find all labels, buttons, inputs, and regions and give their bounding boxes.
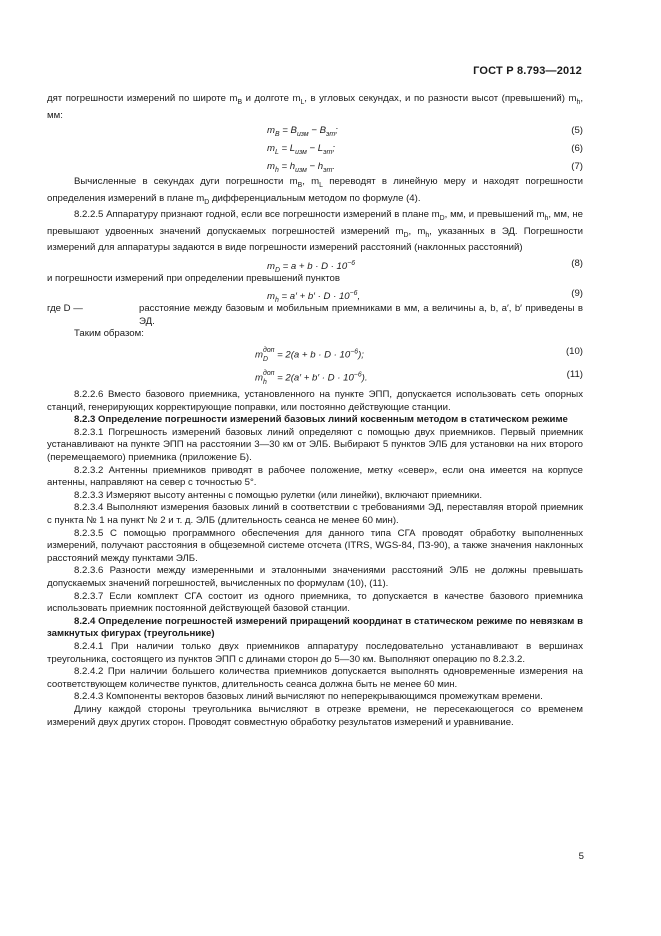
paragraph: 8.2.4.2 При наличии большего количества приемников допускается выполнять одновременные измерения на соответствующем количестве пунктов, длительность сеанса должна быть не менее 60 мин. [47, 666, 583, 690]
formula-expression: $m_h = h_{изм} - h_{эт}$. [267, 161, 335, 174]
paragraph: Вычисленные в секундах дуги погрешности $m_B$, $m_L$ переводят в линейную меру и находят погрешности определения измерений в плане $m_D$ дифференциальным методом по формуле (4). [47, 176, 583, 206]
formula-number: (9) [571, 288, 583, 300]
paragraph: 8.2.3.4 Выполняют измерения базовых линий в соответствии с требованиями ЭД, переставляя второй приемник с пункта № 1 на пункт № 2 и т. д. ЭЛБ (длительность сеанса не менее 60 мин). [47, 502, 583, 526]
paragraph: 8.2.2.6 Вместо базового приемника, установленного на пункте ЭПП, допускается использовать сеть опорных станций, генерирующих корректирующие поправки, или постоянно действующие станции. [47, 389, 583, 413]
section-heading: 8.2.3 Определение погрешности измерений базовых линий косвенным методом в статическом режиме [74, 414, 568, 426]
paragraph: 8.2.3.5 С помощью программного обеспечения для данного типа СГА проводят обработку выполненных измерений, получают расстояния в общеземной системе отсчета (ITRS, WGS-84, ПЗ-90), а также значения наклонных расстояний между пунктами ЭЛБ. [47, 527, 583, 564]
paragraph: Длину каждой стороны треугольника вычисляют в отрезке времени, не пересекающегося со временем измерений двух других сторон. Проводят совместную обработку результатов измерений и уравнивание. [47, 703, 583, 728]
paragraph: 8.2.3.3 Измеряют высоту антенны с помощью рулетки (или линейки), включают приемники. [74, 489, 483, 501]
paragraph: 8.2.3.7 Если комплект СГА состоит из одного приемника, то допускается в качестве базового приемника использовать приемник постоянной действующей базовой станции. [47, 590, 583, 615]
page-header: ГОСТ Р 8.793—2012 [473, 65, 582, 77]
formula-expression: $m_L = L_{изм} - L_{эт}$; [267, 143, 335, 156]
formula-expression: $m_B = B_{изм} - B_{эт}$; [267, 125, 338, 138]
formula-number: (6) [571, 143, 583, 155]
formula-row [47, 140, 583, 158]
formula-number: (7) [571, 161, 583, 173]
section-heading: 8.2.4 Определение погрешностей измерений приращений координат в статическом режиме по невязкам в замкнутых фигурах (треугольнике) [47, 615, 583, 640]
paragraph: 8.2.3.1 Погрешность измерений базовых линий определяют с помощью двух приемников. Первый приемник устанавливают на пункте ЭПП на расстоянии 3—30 км от ЭЛБ. Выбирают 5 пунктов ЭЛБ для установки на них второго (перемещаемого) приемника (приложение Б). [47, 426, 583, 464]
formula-row [47, 364, 583, 387]
formula-expression: m доп D = $2(a + b \cdot D \cdot 10^{-6})$; [255, 347, 364, 364]
formula-row [47, 285, 583, 303]
paragraph: и погрешности измерений при определении превышений пунктов [47, 272, 340, 284]
formula-expression: m доп h = $2(a' + b' \cdot D \cdot 10^{-6})$. [255, 370, 368, 387]
paragraph: 8.2.4.3 Компоненты векторов базовых линий вычисляют по неперекрывающимся промежуткам времени. [74, 691, 543, 703]
formula-number: (11) [566, 369, 583, 381]
formula-row [47, 158, 583, 176]
where-text: расстояние между базовым и мобильным приемниками в мм, а величины a, b, a′, b′ приведены в ЭД. [139, 303, 583, 327]
paragraph: 8.2.2.5 Аппаратуру признают годной, если все погрешности измерений в плане $m_D$, мм, и превышений $m_h$, мм, не превышают удвоенных значений допускаемых погрешностей измерений $m_D$, $m_h$, указанных в ЭД. Погрешности измерений для аппаратуры задаются в виде погрешности измерений расстояний (наклонных расстояний) [47, 209, 583, 254]
formula-expression: $m_D = a + b \cdot D \cdot 10^{-6}$ [267, 259, 356, 274]
where-label: где D — [47, 303, 83, 315]
formula-row [47, 255, 583, 273]
paragraph: 8.2.4.1 При наличии только двух приемников аппаратуру последовательно устанавливают в вершинах треугольника, состоящего из пунктов ЭПП с длинами сторон до 5—30 км. Выполняют операцию по 8.2.3.2. [47, 640, 583, 665]
paragraph: дят погрешности измерений по широте $m_B$ и долготе $m_L$, в угловых секундах, и по разности высот (превышений) $m_h$, мм: [47, 93, 583, 121]
formula-number: (8) [571, 257, 583, 269]
document-body [47, 93, 583, 729]
formula-number: (10) [565, 346, 583, 358]
formula-expression: $m_h = a' + b' \cdot D \cdot 10^{-6}$, [267, 290, 361, 305]
paragraph: 8.2.3.6 Разности между измеренными и эталонными значениями расстояний ЭЛБ не должны превышать допускаемых значений погрешностей, вычисленных по формулам (10), (11). [47, 565, 583, 589]
formula-number: (5) [571, 125, 583, 137]
page-number: 5 [578, 851, 584, 862]
paragraph: Таким образом: [74, 328, 144, 340]
formula-row [47, 341, 583, 364]
formula-row [47, 122, 583, 140]
paragraph: 8.2.3.2 Антенны приемников приводят в рабочее положение, метку «север», если она имеется на корпусе антенны, направляют на север с точностью 5°. [47, 464, 583, 489]
